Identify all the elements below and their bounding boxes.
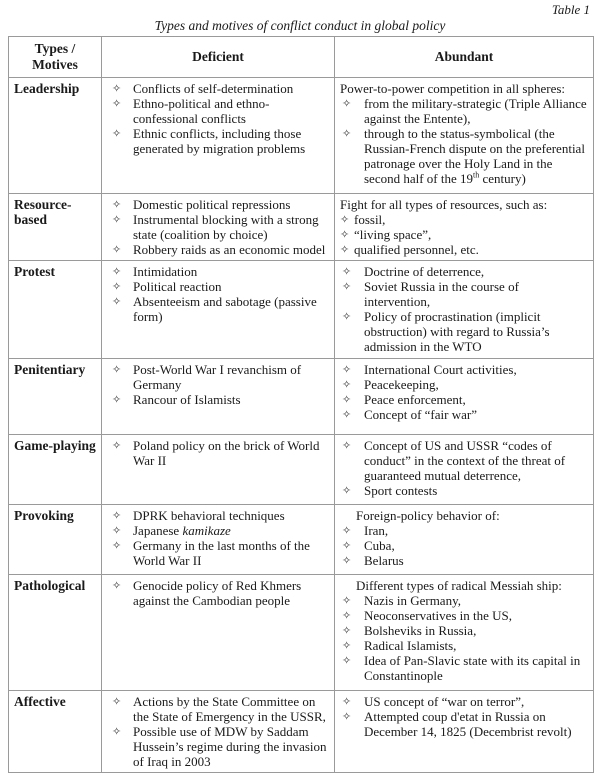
item-text: Nazis in Germany,	[364, 593, 461, 608]
item-text: Peace enforcement,	[364, 392, 466, 407]
list-item	[107, 362, 329, 392]
item-text: Genocide policy of Red Khmers against the Cambodian people	[133, 578, 302, 608]
list-item	[107, 294, 329, 324]
item-text: Peacekeeping,	[364, 377, 439, 392]
item-text: Soviet Russia in the course of intervention,	[364, 279, 519, 309]
diamond-bullet-icon: ✧	[342, 310, 352, 323]
item-text: Sport contests	[364, 483, 438, 498]
diamond-bullet-icon: ✧	[112, 363, 122, 376]
list-item	[107, 438, 329, 468]
diamond-bullet-icon: ✧	[342, 484, 352, 497]
item-text: Rancour of Islamists	[133, 392, 241, 407]
list-item	[107, 694, 329, 724]
item-text: Absenteeism and sabotage (passive form)	[133, 294, 317, 324]
list-item	[107, 242, 329, 257]
diamond-bullet-icon: ✧	[342, 265, 352, 278]
list-item	[340, 694, 588, 709]
list-item	[107, 212, 329, 242]
list-item	[340, 623, 588, 638]
type-label: Pathological	[9, 575, 102, 691]
item-text-tail: century)	[479, 171, 526, 186]
list-item	[340, 392, 588, 407]
diamond-bullet-icon: ✧	[112, 524, 122, 537]
conflict-types-table	[8, 36, 594, 773]
diamond-bullet-icon: ✧	[112, 213, 122, 226]
list-item	[340, 242, 588, 257]
diamond-bullet-icon: ✧	[342, 554, 352, 567]
list-item	[340, 608, 588, 623]
item-text: Belarus	[364, 553, 404, 568]
item-text: Poland policy on the brick of World War II	[133, 438, 320, 468]
item-text: International Court activities,	[364, 362, 517, 377]
list-item	[107, 508, 329, 523]
abundant-cell	[335, 194, 594, 261]
abundant-cell	[335, 261, 594, 359]
list-item	[107, 392, 329, 407]
diamond-bullet-icon: ✧	[112, 265, 122, 278]
diamond-bullet-icon: ✧	[112, 539, 122, 552]
list-item	[107, 96, 329, 126]
item-text: Actions by the State Committee on the State of Emergency in the USSR,	[133, 694, 326, 724]
diamond-bullet-icon: ✧	[342, 393, 352, 406]
abundant-intro: Fight for all types of resources, such as:	[340, 197, 548, 212]
list-item	[340, 483, 588, 498]
item-text: DPRK behavioral techniques	[133, 508, 285, 523]
deficient-cell	[102, 691, 335, 773]
item-text: Post-World War I revanchism of Germany	[133, 362, 302, 392]
type-label: Affective	[9, 691, 102, 773]
list-item	[340, 377, 588, 392]
abundant-cell	[335, 575, 594, 691]
list-item	[340, 709, 588, 739]
abundant-cell	[335, 691, 594, 773]
list-item	[340, 523, 588, 538]
item-text: Ethno-political and ethno-confessional conflicts	[133, 96, 270, 126]
item-text: “living space”,	[354, 227, 432, 242]
list-item	[340, 96, 588, 126]
type-label: Leadership	[9, 78, 102, 194]
diamond-bullet-icon: ✧	[112, 198, 122, 211]
item-text: through to the status-symbolical (the Russian-French dispute on the preferential patronage over the Holy Land in the second half of the 19	[364, 126, 585, 186]
item-text: from the military-strategic (Triple Alliance against the Entente),	[364, 96, 587, 126]
list-item	[340, 407, 588, 422]
item-text: Radical Islamists,	[364, 638, 457, 653]
list-item	[107, 538, 329, 568]
diamond-bullet-icon: ✧	[112, 725, 122, 738]
item-text: fossil,	[354, 212, 386, 227]
list-item	[340, 227, 588, 242]
deficient-cell	[102, 78, 335, 194]
table-row-leadership	[9, 78, 594, 194]
diamond-bullet-icon: ✧	[112, 97, 122, 110]
list-item	[340, 309, 588, 354]
list-item	[340, 538, 588, 553]
table-number: Table 1	[551, 2, 590, 17]
abundant-cell	[335, 78, 594, 194]
header-abundant: Abundant	[335, 37, 594, 78]
type-label: Game-playing	[9, 435, 102, 505]
item-text: Political reaction	[133, 279, 222, 294]
diamond-bullet-icon: ✧	[340, 228, 350, 241]
type-label: Penitentiary	[9, 359, 102, 435]
deficient-cell	[102, 261, 335, 359]
diamond-bullet-icon: ✧	[112, 295, 122, 308]
type-label: Provoking	[9, 505, 102, 575]
list-item	[107, 578, 329, 608]
item-text: US concept of “war on terror”,	[364, 694, 525, 709]
diamond-bullet-icon: ✧	[112, 439, 122, 452]
list-item	[107, 724, 329, 769]
list-item	[340, 438, 588, 483]
diamond-bullet-icon: ✧	[342, 280, 352, 293]
item-text: Japanese	[133, 523, 183, 538]
diamond-bullet-icon: ✧	[112, 579, 122, 592]
item-text: Idea of Pan-Slavic state with its capital in Constantinople	[364, 653, 581, 683]
item-text: Bolsheviks in Russia,	[364, 623, 477, 638]
diamond-bullet-icon: ✧	[112, 695, 122, 708]
list-item	[340, 362, 588, 377]
type-label: Protest	[9, 261, 102, 359]
superscript: th	[473, 170, 480, 180]
diamond-bullet-icon: ✧	[342, 654, 352, 667]
diamond-bullet-icon: ✧	[342, 408, 352, 421]
item-text: Germany in the last months of the World War II	[133, 538, 310, 568]
item-text: Doctrine of deterrence,	[364, 264, 485, 279]
list-item	[340, 553, 588, 568]
list-item	[340, 264, 588, 279]
diamond-bullet-icon: ✧	[342, 639, 352, 652]
table-row-protest	[9, 261, 594, 359]
diamond-bullet-icon: ✧	[342, 695, 352, 708]
diamond-bullet-icon: ✧	[342, 594, 352, 607]
deficient-cell	[102, 435, 335, 505]
item-text: Cuba,	[364, 538, 395, 553]
list-item	[107, 197, 329, 212]
diamond-bullet-icon: ✧	[342, 363, 352, 376]
table-caption: Types and motives of conflict conduct in global policy	[154, 18, 446, 33]
diamond-bullet-icon: ✧	[112, 243, 122, 256]
abundant-cell	[335, 359, 594, 435]
header-types-motives: Types / Motives	[9, 37, 102, 78]
list-item	[340, 653, 588, 683]
table-row-resource-based	[9, 194, 594, 261]
table-row-game-playing	[9, 435, 594, 505]
table-row-penitentiary	[9, 359, 594, 435]
list-item	[340, 279, 588, 309]
list-item	[340, 212, 588, 227]
item-text-italic: kamikaze	[182, 523, 231, 538]
item-text: Attempted coup d'etat in Russia on December 14, 1825 (Decembrist revolt)	[364, 709, 572, 739]
list-item	[107, 126, 329, 156]
item-text: Domestic political repressions	[133, 197, 291, 212]
diamond-bullet-icon: ✧	[342, 539, 352, 552]
deficient-cell	[102, 505, 335, 575]
diamond-bullet-icon: ✧	[112, 509, 122, 522]
item-text: Robbery raids as an economic model	[133, 242, 326, 257]
diamond-bullet-icon: ✧	[112, 127, 122, 140]
item-text: Concept of US and USSR “codes of conduct” in the context of the threat of guaranteed mutual deterrence,	[364, 438, 566, 483]
header-row	[9, 37, 594, 78]
diamond-bullet-icon: ✧	[342, 127, 352, 140]
header-deficient: Deficient	[102, 37, 335, 78]
diamond-bullet-icon: ✧	[340, 213, 350, 226]
item-text: Possible use of MDW by Saddam Hussein’s regime during the invasion of Iraq in 2003	[133, 724, 327, 769]
table-row-provoking	[9, 505, 594, 575]
table-row-affective	[9, 691, 594, 773]
item-text: qualified personnel, etc.	[354, 242, 479, 257]
diamond-bullet-icon: ✧	[342, 710, 352, 723]
item-text: Conflicts of self-determination	[133, 81, 294, 96]
diamond-bullet-icon: ✧	[342, 524, 352, 537]
diamond-bullet-icon: ✧	[342, 624, 352, 637]
table-row-pathological	[9, 575, 594, 691]
abundant-intro: Foreign-policy behavior of:	[356, 508, 500, 523]
diamond-bullet-icon: ✧	[342, 609, 352, 622]
diamond-bullet-icon: ✧	[342, 97, 352, 110]
item-text: Policy of procrastination (implicit obstruction) with regard to Russia’s admission in the WTO	[364, 309, 550, 354]
list-item	[107, 81, 329, 96]
item-text: Iran,	[364, 523, 389, 538]
item-text: Concept of “fair war”	[364, 407, 477, 422]
list-item	[340, 638, 588, 653]
item-text: Instrumental blocking with a strong state (coalition by choice)	[133, 212, 319, 242]
diamond-bullet-icon: ✧	[112, 82, 122, 95]
diamond-bullet-icon: ✧	[342, 439, 352, 452]
list-item	[107, 264, 329, 279]
abundant-cell	[335, 435, 594, 505]
abundant-intro: Different types of radical Messiah ship:	[356, 578, 562, 593]
item-text: Ethnic conflicts, including those generated by migration problems	[133, 126, 306, 156]
diamond-bullet-icon: ✧	[342, 378, 352, 391]
list-item	[340, 126, 588, 186]
type-label: Resource-based	[9, 194, 102, 261]
diamond-bullet-icon: ✧	[340, 243, 350, 256]
deficient-cell	[102, 194, 335, 261]
abundant-cell	[335, 505, 594, 575]
diamond-bullet-icon: ✧	[112, 393, 122, 406]
item-text: Intimidation	[133, 264, 198, 279]
item-text: Neoconservatives in the US,	[364, 608, 513, 623]
deficient-cell	[102, 575, 335, 691]
list-item	[107, 523, 329, 538]
diamond-bullet-icon: ✧	[112, 280, 122, 293]
list-item	[107, 279, 329, 294]
abundant-intro: Power-to-power competition in all spheres:	[340, 81, 566, 96]
deficient-cell	[102, 359, 335, 435]
list-item	[340, 593, 588, 608]
